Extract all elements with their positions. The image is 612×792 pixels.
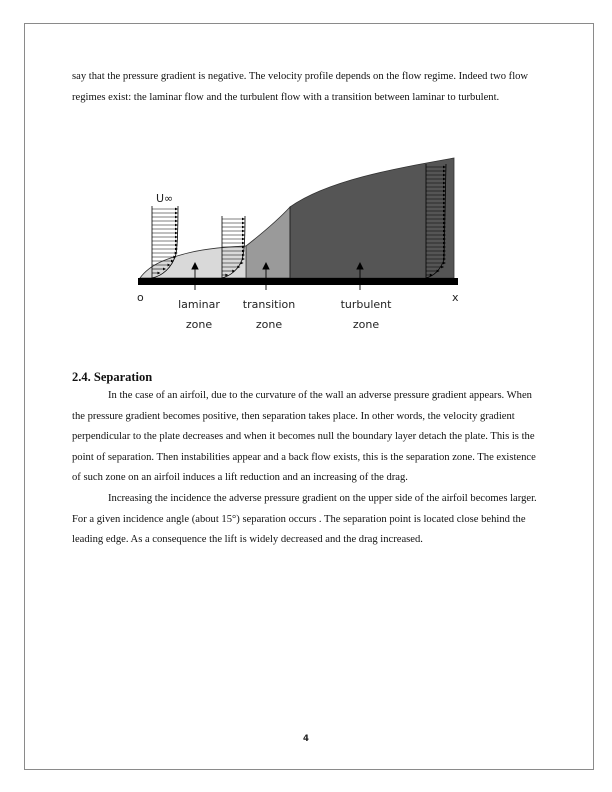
x-axis-label: x <box>452 291 459 304</box>
zone-label-turbulent-line2: zone <box>352 318 380 331</box>
separation-section <box>72 369 542 551</box>
velocity-arrow-head <box>175 244 178 247</box>
turbulent-region <box>290 158 454 278</box>
intro-text <box>72 67 542 108</box>
flat-plate <box>138 278 458 285</box>
zone-label-transition-line1: transition <box>242 298 296 311</box>
velocity-arrow-head <box>242 222 245 225</box>
origin-label: o <box>137 291 144 304</box>
boundary-layer-figure <box>128 150 478 340</box>
zone-label-transition-line2: zone <box>255 318 283 331</box>
section-heading: 2.4. Separation <box>72 370 153 384</box>
velocity-arrow-head <box>175 212 178 215</box>
section-paragraph-2: Increasing the incidence the adverse pressure gradient on the upper side of the airfoil becomes larger. For a given incidence angle (about 15°) separation occurs . The separation point is located close behind the leading edge. As a consequence the lift is widely decreased and the drag increased. <box>72 492 537 546</box>
zone-label-laminar-line1: laminar <box>178 298 220 311</box>
intro-paragraph: say that the pressure gradient is negative. The velocity profile depends on the flow regime. Indeed two flow regimes exist: the laminar flow and the turbulent flow with a transition between laminar to turbulent. <box>72 71 529 103</box>
velocity-arrow-head <box>242 218 245 221</box>
velocity-arrow-head <box>175 208 178 211</box>
page-number: 4 <box>303 734 309 744</box>
zone-label-turbulent-line1: turbulent <box>340 298 392 311</box>
zone-label-laminar-line2: zone <box>185 318 213 331</box>
section-paragraph-1: In the case of an airfoil, due to the curvature of the wall an adverse pressure gradient appears. When the pressure gradient becomes positive, then separation takes place. In other words, the velocity gradient perpendicular to the plate decreases and when it becomes null the boundary layer detach the plate. This is the point of separation. Then instabilities appear and a back flow exists, this is the separation zone. The existence of such zone on an airfoil induces a lift reduction and an increasing of the drag. <box>72 390 536 484</box>
free-stream-velocity-label: U∞ <box>156 192 174 205</box>
